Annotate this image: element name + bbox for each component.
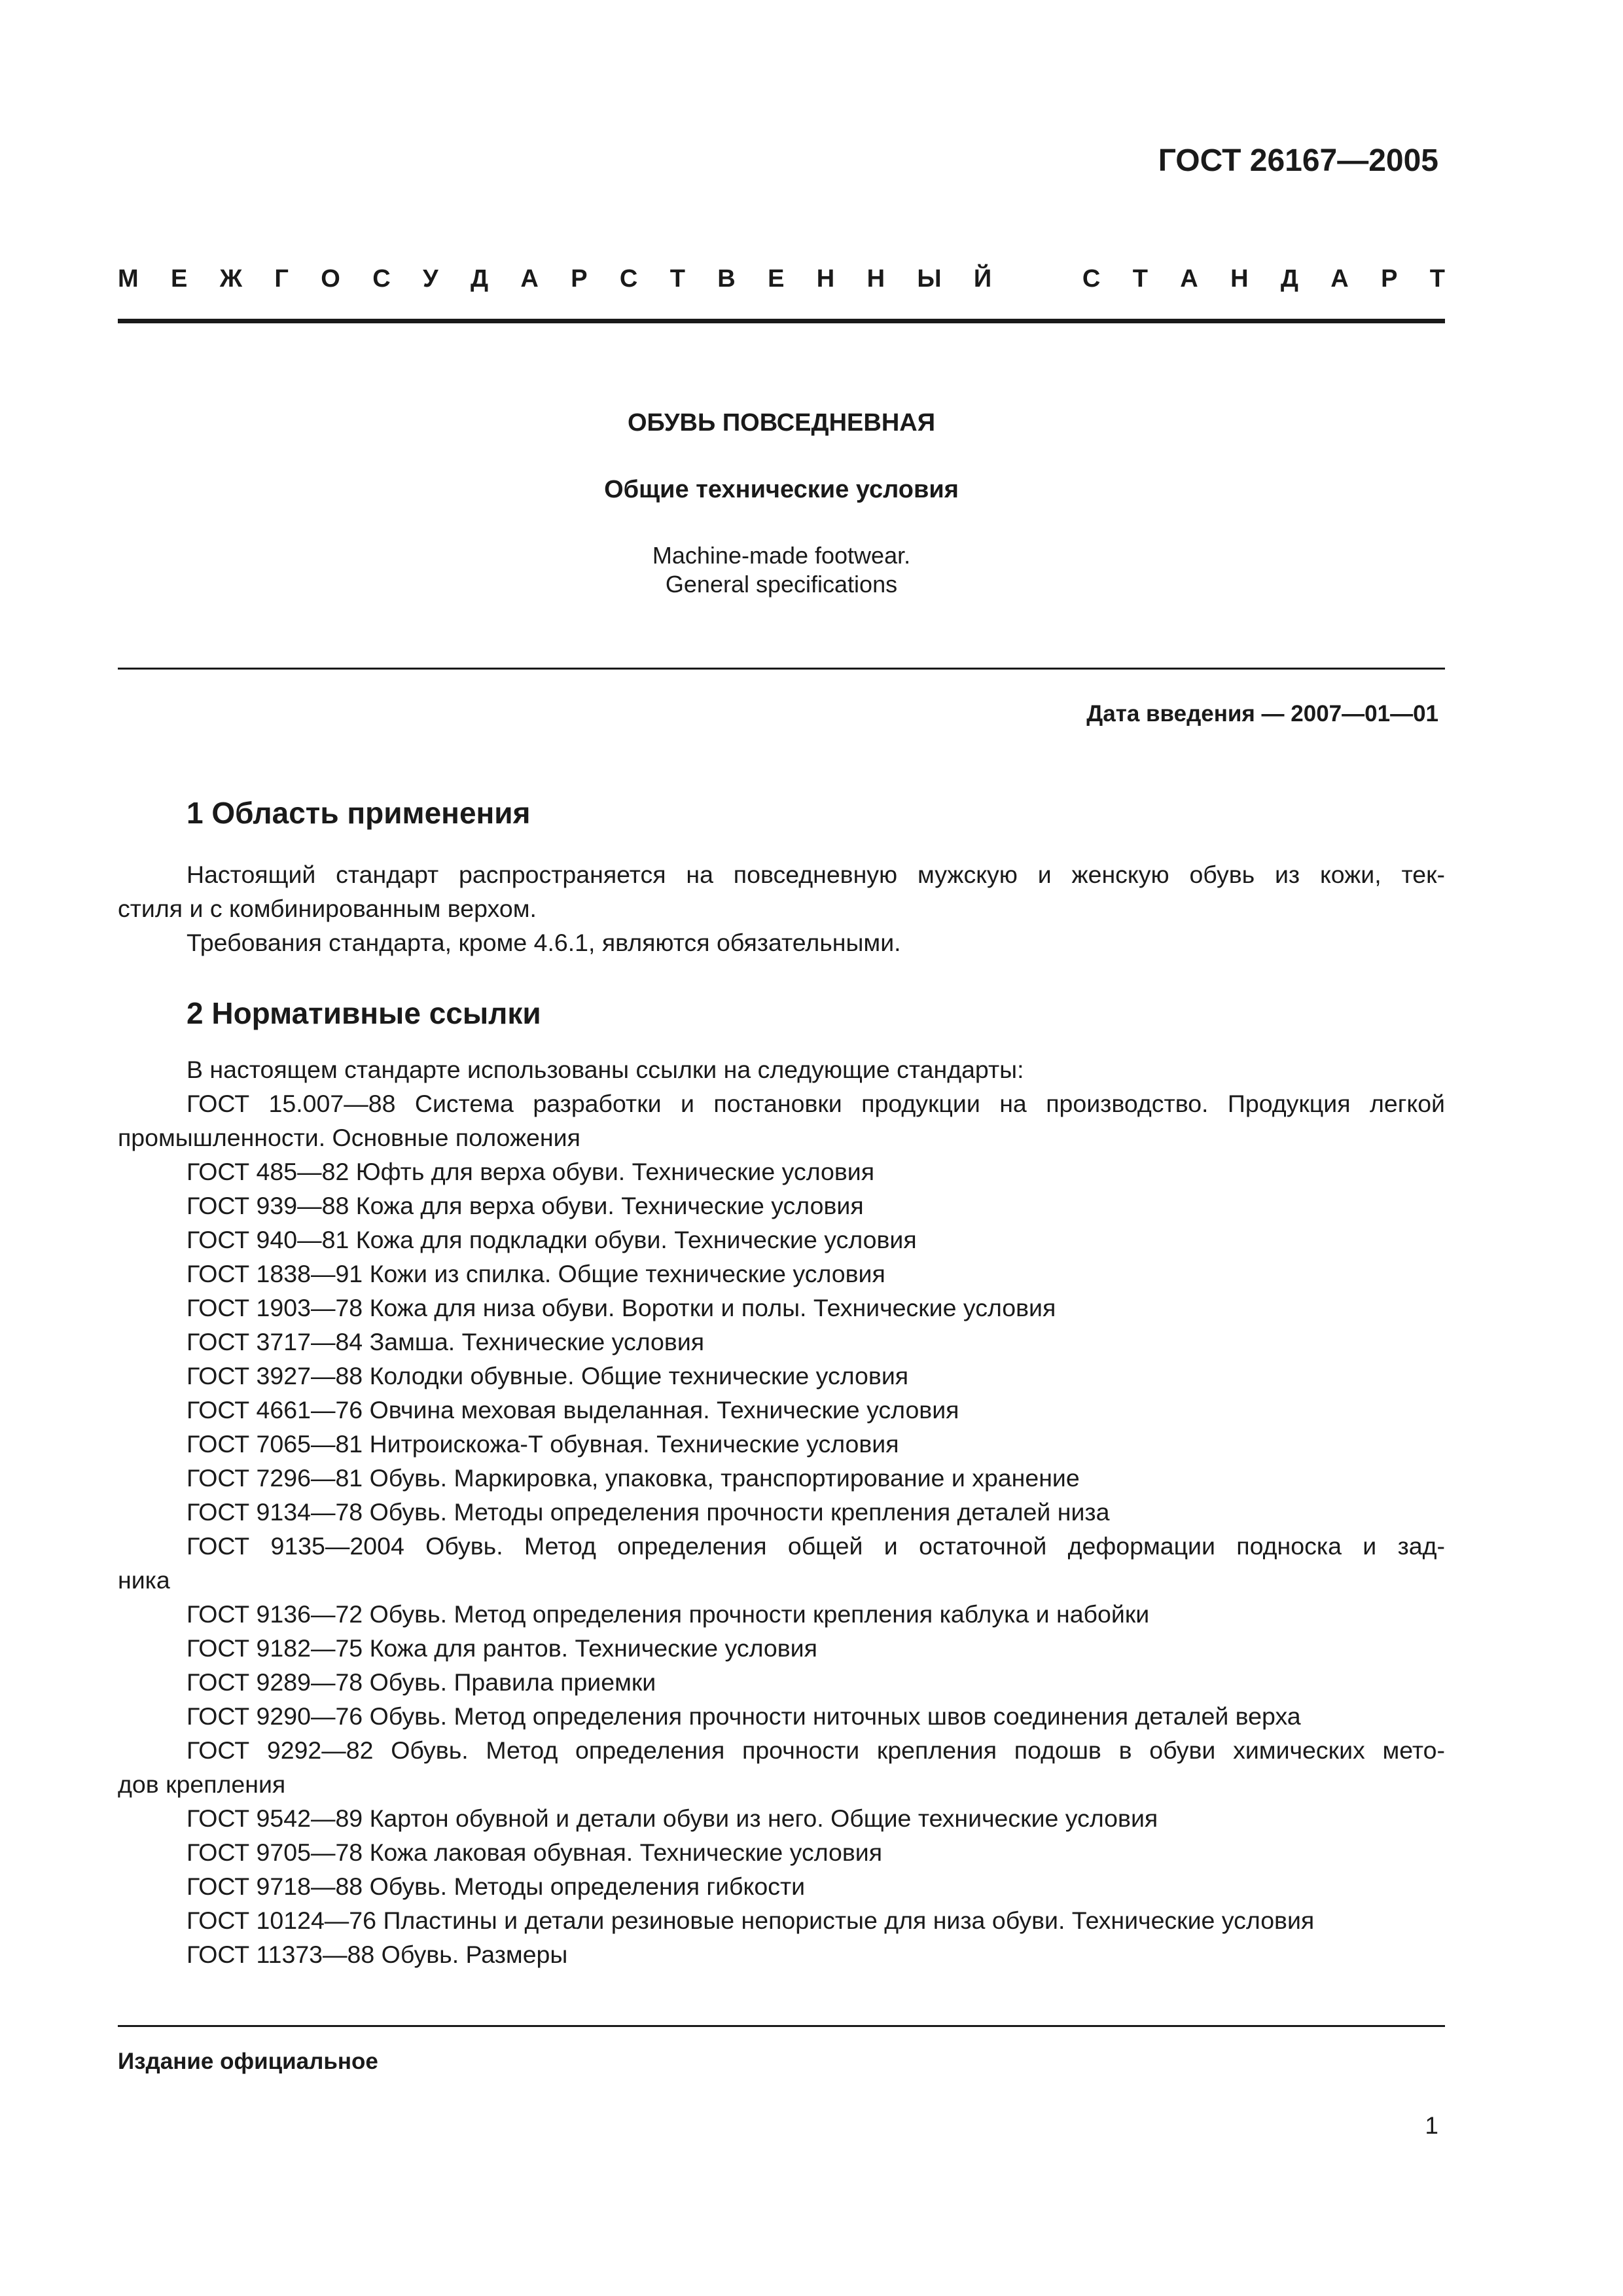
banner-letter: А bbox=[520, 265, 539, 293]
reference-line: ГОСТ 939—88 Кожа для верха обуви. Технические условия bbox=[187, 1192, 864, 1219]
banner-letter: Й bbox=[973, 265, 992, 293]
banner-letter: Е bbox=[171, 265, 188, 293]
banner-letter: Т bbox=[1132, 265, 1148, 293]
reference-line: ГОСТ 3717—84 Замша. Технические условия bbox=[187, 1328, 705, 1355]
introduction-date: Дата введения — 2007—01—01 bbox=[1086, 701, 1438, 726]
banner-letter: Н bbox=[866, 265, 885, 293]
reference-line: ГОСТ 3927—88 Колодки обувные. Общие технические условия bbox=[187, 1362, 909, 1390]
reference-line: ника bbox=[118, 1566, 170, 1594]
section-heading-references: 2 Нормативные ссылки bbox=[187, 996, 541, 1030]
reference-line: ГОСТ 9718—88 Обувь. Методы определения гибкости bbox=[187, 1873, 806, 1900]
banner-letter: Т bbox=[1429, 265, 1445, 293]
english-title-line: General specifications bbox=[665, 571, 898, 598]
banner-letter: Н bbox=[1230, 265, 1249, 293]
reference-line: ГОСТ 9134—78 Обувь. Методы определения прочности крепления деталей низа bbox=[187, 1498, 1110, 1526]
title-rule bbox=[118, 668, 1445, 670]
document-title: ОБУВЬ ПОВСЕДНЕВНАЯ bbox=[627, 409, 936, 437]
banner-letter: Р bbox=[1381, 265, 1398, 293]
banner-letter: А bbox=[1330, 265, 1349, 293]
banner-letter: Ж bbox=[219, 265, 243, 293]
banner-letter: Д bbox=[1280, 265, 1298, 293]
banner-letter: Т bbox=[669, 265, 685, 293]
reference-line: ГОСТ 9182—75 Кожа для рантов. Технические условия bbox=[187, 1634, 817, 1662]
reference-line: ГОСТ 9135—2004 Обувь. Метод определения общей и остаточной деформации подноска и зад- bbox=[187, 1532, 1445, 1560]
document-code: ГОСТ 26167—2005 bbox=[1158, 143, 1438, 178]
banner-letter: С bbox=[372, 265, 391, 293]
reference-line: ГОСТ 1903—78 Кожа для низа обуви. Воротки и полы. Технические условия bbox=[187, 1294, 1056, 1321]
banner-letter: О bbox=[321, 265, 340, 293]
footer-rule bbox=[118, 2025, 1445, 2027]
banner-letter: У bbox=[423, 265, 438, 293]
normative-references-list bbox=[118, 1052, 1445, 1971]
english-title-line: Machine-made footwear. bbox=[652, 542, 911, 569]
reference-line: промышленности. Основные положения bbox=[118, 1124, 580, 1151]
banner-letter: Г bbox=[274, 265, 289, 293]
reference-line: ГОСТ 9290—76 Обувь. Метод определения прочности ниточных швов соединения деталей верха bbox=[187, 1702, 1301, 1730]
standard-type-banner bbox=[118, 260, 1445, 297]
scope-paragraphs bbox=[118, 857, 1445, 960]
reference-line: ГОСТ 9289—78 Обувь. Правила приемки bbox=[187, 1668, 656, 1696]
reference-line: ГОСТ 7296—81 Обувь. Маркировка, упаковка, транспортирование и хранение bbox=[187, 1464, 1080, 1492]
text-line: В настоящем стандарте использованы ссылки на следующие стандарты: bbox=[187, 1056, 1024, 1083]
reference-line: ГОСТ 9542—89 Картон обувной и детали обуви из него. Общие технические условия bbox=[187, 1804, 1158, 1832]
reference-line: ГОСТ 1838—91 Кожи из спилка. Общие технические условия bbox=[187, 1260, 885, 1287]
section-heading-scope: 1 Область применения bbox=[187, 796, 531, 830]
banner-letter: Ы bbox=[917, 265, 942, 293]
reference-line: ГОСТ 10124—76 Пластины и детали резиновые непористые для низа обуви. Технические условия bbox=[187, 1907, 1315, 1934]
banner-letter: С bbox=[1082, 265, 1101, 293]
reference-line: ГОСТ 15.007—88 Система разработки и постановки продукции на производство. Продукция легкой bbox=[187, 1090, 1445, 1117]
reference-line: ГОСТ 485—82 Юфть для верха обуви. Технические условия bbox=[187, 1158, 875, 1185]
edition-label: Издание официальное bbox=[118, 2049, 378, 2074]
text-line: Настоящий стандарт распространяется на повседневную мужскую и женскую обувь из кожи, тек- bbox=[187, 861, 1445, 888]
text-line: стиля и с комбинированным верхом. bbox=[118, 895, 537, 922]
page-number: 1 bbox=[1425, 2112, 1438, 2139]
reference-line: дов крепления bbox=[118, 1770, 286, 1798]
document-subtitle: Общие технические условия bbox=[604, 476, 959, 503]
reference-line: ГОСТ 9136—72 Обувь. Метод определения прочности крепления каблука и набойки bbox=[187, 1600, 1150, 1628]
banner-letter: Е bbox=[768, 265, 785, 293]
banner-letter: Н bbox=[816, 265, 835, 293]
reference-line: ГОСТ 4661—76 Овчина меховая выделанная. Технические условия bbox=[187, 1396, 959, 1424]
banner-letter: С bbox=[619, 265, 638, 293]
reference-line: ГОСТ 7065—81 Нитроискожа-Т обувная. Технические условия bbox=[187, 1430, 899, 1458]
banner-letter: Д bbox=[470, 265, 489, 293]
text-line: Требования стандарта, кроме 4.6.1, являются обязательными. bbox=[187, 929, 901, 956]
banner-letter: В bbox=[717, 265, 736, 293]
header-rule bbox=[118, 319, 1445, 323]
reference-line: ГОСТ 9705—78 Кожа лаковая обувная. Технические условия bbox=[187, 1839, 883, 1866]
banner-letter: Р bbox=[571, 265, 588, 293]
banner-letter: А bbox=[1180, 265, 1198, 293]
reference-line: ГОСТ 11373—88 Обувь. Размеры bbox=[187, 1941, 568, 1968]
reference-line: ГОСТ 940—81 Кожа для подкладки обуви. Технические условия bbox=[187, 1226, 917, 1253]
reference-line: ГОСТ 9292—82 Обувь. Метод определения прочности крепления подошв в обуви химических мето- bbox=[187, 1736, 1445, 1764]
banner-letter: М bbox=[118, 265, 139, 293]
